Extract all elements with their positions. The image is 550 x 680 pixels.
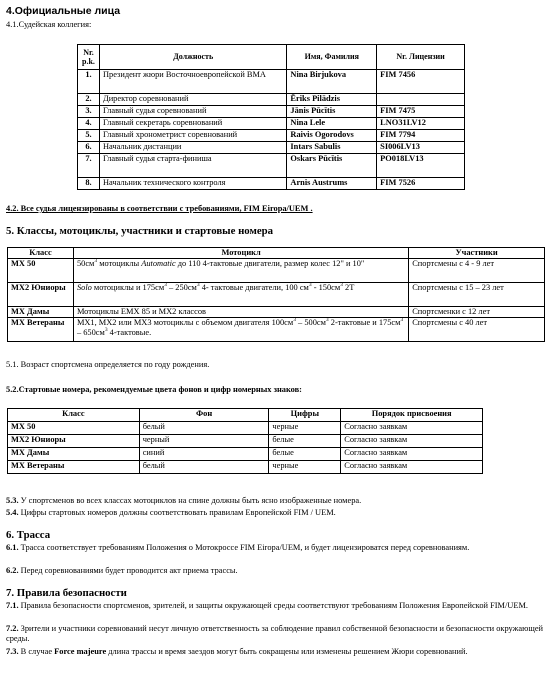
header-class: Класс	[8, 248, 74, 259]
row-license: LNO31LV12	[377, 118, 465, 130]
row-digits: черные	[269, 461, 341, 474]
table-row	[78, 154, 465, 178]
header-class: Класс	[8, 409, 140, 422]
paragraph-7-2: 7.2. Зрители и участники соревнований несут личную ответственность за соблюдение правил собственной безопасности и безопасности окружающей среды.	[6, 624, 544, 643]
officials-table	[77, 44, 465, 190]
table-row	[8, 435, 483, 448]
row-class: MX2 Юниоры	[8, 435, 140, 448]
row-digits: черные	[269, 422, 341, 435]
header-position: Должность	[99, 45, 286, 70]
classes-table	[7, 247, 545, 342]
row-order: Согласно заявкам	[341, 448, 483, 461]
row-background: синий	[139, 448, 269, 461]
row-name: Oskars Pūcītis	[287, 154, 377, 178]
row-name: Arnis Austrums	[287, 178, 377, 190]
paragraph-6-1: 6.1. Трасса соответствует требованиям Положения о Мотокроссе FIM Eiropa/UEM, и будет лицензироватся перед соревнованиям.	[6, 543, 470, 552]
row-position: Главный судья соревнований	[99, 106, 286, 118]
paragraph-7-1: 7.1. Правила безопасности спортсменов, зрителей, и защиты окружающей среды соответствуют требованиям Положения Европейской FIM/UEM.	[6, 601, 529, 610]
section-4-title: 4.Официальные лица	[6, 5, 121, 17]
row-nr: 7.	[78, 154, 100, 178]
row-background: белый	[139, 461, 269, 474]
row-class: MX 50	[8, 422, 140, 435]
row-order: Согласно заявкам	[341, 422, 483, 435]
row-position: Начальник технического контроля	[99, 178, 286, 190]
row-digits: белые	[269, 435, 341, 448]
row-position: Главный судья старта-финиша	[99, 154, 286, 178]
table-row	[8, 307, 545, 318]
row-name: Ēriks Pilādzis	[287, 94, 377, 106]
row-nr: 6.	[78, 142, 100, 154]
header-background: Фон	[139, 409, 269, 422]
header-name: Имя, Фамилия	[287, 45, 377, 70]
section-4-1-subtitle: 4.1.Судейская коллегия:	[6, 20, 92, 29]
section-5-title: 5. Классы, мотоциклы, участники и стартовые номера	[6, 225, 274, 237]
row-motorcycle: $50см^3$ мотоциклы Automatic до 110 4-тактовые двигатели, размер колес 12" и 10"	[73, 259, 408, 283]
row-license	[377, 94, 465, 106]
row-name: Raivis Ogorodovs	[287, 130, 377, 142]
row-name: Jānis Pūcītis	[287, 106, 377, 118]
section-6-title: 6. Трасса	[6, 529, 51, 541]
row-nr: 5.	[78, 130, 100, 142]
row-license: SI006LV13	[377, 142, 465, 154]
paragraph-5-1: 5.1. Возраст спортсмена определяется по году рождения.	[6, 360, 210, 369]
table-row	[78, 118, 465, 130]
row-name: Nina Lele	[287, 118, 377, 130]
row-position: Директор соревнований	[99, 94, 286, 106]
row-license: FIM 7475	[377, 106, 465, 118]
row-license: FIM 7456	[377, 70, 465, 94]
table-row	[78, 94, 465, 106]
header-license: Nr. Лицензии	[377, 45, 465, 70]
section-7-title: 7. Правила безопасности	[6, 587, 127, 599]
header-nr: Nr. p.k.	[78, 45, 100, 70]
row-motorcycle: Мотоциклы ЕМХ 85 и MX2 классов	[73, 307, 408, 318]
row-class: MX2 Юниоры	[8, 283, 74, 307]
table-row	[8, 461, 483, 474]
row-license: FIM 7794	[377, 130, 465, 142]
section-5-2-title: 5.2.Стартовые номера, рекомендуемые цвета фонов и цифр номерных знаков:	[6, 385, 302, 394]
row-order: Согласно заявкам	[341, 435, 483, 448]
row-class: MX 50	[8, 259, 74, 283]
row-nr: 3.	[78, 106, 100, 118]
start-numbers-table	[7, 408, 483, 474]
row-nr: 1.	[78, 70, 100, 94]
table-row	[78, 130, 465, 142]
note-4-2: 4.2. Все судья лицензированы в соответствии с требованиями, FIM Eiropa/UEM .	[6, 204, 313, 213]
table-row	[8, 448, 483, 461]
header-order: Порядок присвоения	[341, 409, 483, 422]
row-name: Intars Sabulis	[287, 142, 377, 154]
table-row	[8, 318, 545, 342]
header-motorcycle: Мотоцикл	[73, 248, 408, 259]
paragraph-5-3: 5.3. У спортсменов во всех классах мотоциклов на спине должны быть ясно изображенные номера.	[6, 496, 362, 505]
row-position: Президент жюри Восточноевропейской ВМА	[99, 70, 286, 94]
table-row	[78, 178, 465, 190]
paragraph-6-2: 6.2. Перед соревнованиями будет проводится акт приема трассы.	[6, 566, 238, 575]
row-nr: 8.	[78, 178, 100, 190]
row-order: Согласно заявкам	[341, 461, 483, 474]
table-row	[78, 70, 465, 94]
row-class: MX Ветераны	[8, 461, 140, 474]
row-participants: Спортсмены с 15 – 23 лет	[409, 283, 545, 307]
paragraph-7-3: 7.3. В случае Force majeure длина трассы и время заездов могут быть сокращены или изменены решением Жюри соревнований.	[6, 647, 468, 656]
row-position: Главный секретарь соревнований	[99, 118, 286, 130]
row-participants: Спортсменки с 12 лет	[409, 307, 545, 318]
row-class: MX Ветераны	[8, 318, 74, 342]
row-position: Главный хронометрист соревнований	[99, 130, 286, 142]
row-background: белый	[139, 422, 269, 435]
header-digits: Цифры	[269, 409, 341, 422]
header-participants: Участники	[409, 248, 545, 259]
row-license: FIM 7526	[377, 178, 465, 190]
table-row	[8, 283, 545, 307]
paragraph-5-4: 5.4. Цифры стартовых номеров должны соответствовать правилам Европейской FIM / UEM.	[6, 508, 336, 517]
row-nr: 2.	[78, 94, 100, 106]
row-background: черный	[139, 435, 269, 448]
table-row	[8, 259, 545, 283]
row-participants: Спортсмены с 4 - 9 лет	[409, 259, 545, 283]
row-name: Nina Birjukova	[287, 70, 377, 94]
table-row	[8, 422, 483, 435]
table-row	[78, 142, 465, 154]
row-nr: 4.	[78, 118, 100, 130]
row-class: MX Дамы	[8, 448, 140, 461]
row-digits: белые	[269, 448, 341, 461]
row-class: MX Дамы	[8, 307, 74, 318]
row-motorcycle: Solo мотоциклы и $175см^3 - 250см^3$ 4- тактовые двигатели, 100 $см^3 - 150см^3$ 2Т	[73, 283, 408, 307]
row-position: Начальник дистанции	[99, 142, 286, 154]
table-row	[78, 106, 465, 118]
row-motorcycle: MX1, MX2 или MX3 мотоциклы с объемом двигателя $100см^3 - 500см^3$ 2-тактовые и $175см^3 - 650см^3$ 4-тактовые.	[73, 318, 408, 342]
row-participants: Спортсмены с 40 лет	[409, 318, 545, 342]
row-license: PO018LV13	[377, 154, 465, 178]
